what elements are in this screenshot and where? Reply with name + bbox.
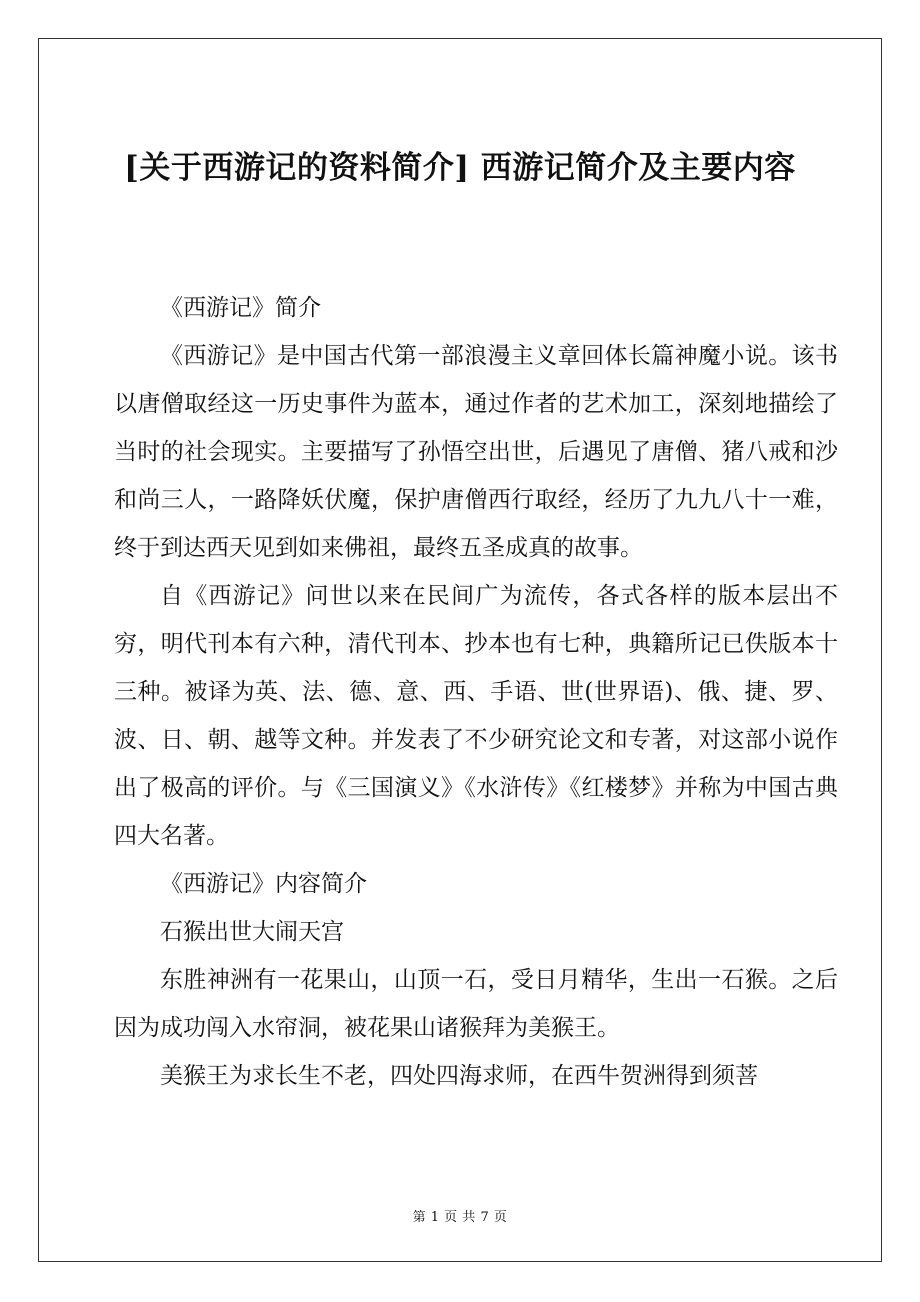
document-body [114, 284, 838, 1100]
paragraph-stone-monkey: 东胜神洲有一花果山，山顶一石，受日月精华，生出一石猴。之后因为成功闯入水帘洞，被花果山诸猴拜为美猴王。 [114, 967, 838, 1041]
subheading-monkey-born: 石猴出世大闹天宫 [160, 919, 344, 945]
paragraph-overview: 《西游记》是中国古代第一部浪漫主义章回体长篇神魔小说。该书以唐僧取经这一历史事件为蓝本，通过作者的艺术加工，深刻地描绘了当时的社会现实。主要描写了孙悟空出世，后遇见了唐僧、猪八戒和沙和尚三人，一路降妖伏魔，保护唐僧西行取经，经历了九九八十一难，终于到达西天见到如来佛祖，最终五圣成真的故事。 [114, 343, 838, 561]
section-heading-content: 《西游记》内容简介 [160, 871, 367, 897]
paragraph-seek-master: 美猴王为求长生不老，四处四海求师，在西牛贺洲得到须菩 [160, 1063, 758, 1089]
paragraph-editions: 自《西游记》问世以来在民间广为流传，各式各样的版本层出不穷，明代刊本有六种，清代刊本、抄本也有七种，典籍所记已佚版本十三种。被译为英、法、德、意、西、手语、世(世界语)、俄、捷、罗、波、日、朝、越等文种。并发表了不少研究论文和专著，对这部小说作出了极高的评价。与《三国演义》《水浒传》《红楼梦》并称为中国古典四大名著。 [114, 583, 838, 849]
section-heading-intro: 《西游记》简介 [160, 295, 321, 321]
page-footer: 第 1 页 共 7 页 [412, 1210, 508, 1225]
document-title: [关于西游记的资料简介] 西游记简介及主要内容 [124, 150, 796, 186]
